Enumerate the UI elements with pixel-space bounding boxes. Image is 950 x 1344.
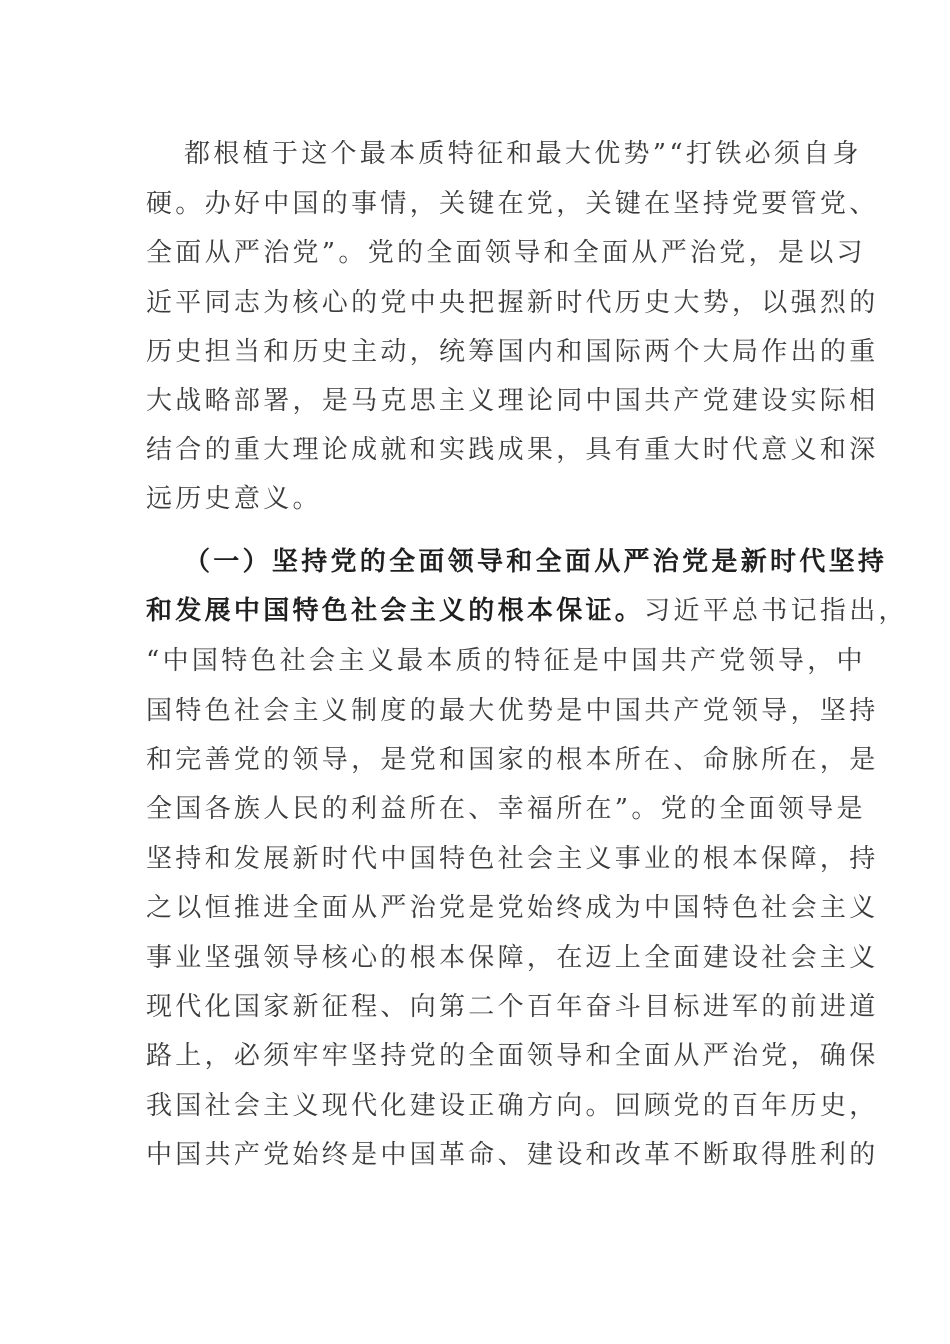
paragraph-2-line-9: 事业坚强领导核心的根本保障，在迈上全面建设社会主义 xyxy=(146,943,879,973)
paragraph-2-line-3: “中国特色社会主义最本质的特征是中国共产党领导，中 xyxy=(146,646,866,676)
section-heading-line-1: （一）坚持党的全面领导和全面从严治党是新时代坚持 xyxy=(184,547,888,577)
section-heading-line-2: 和发展中国特色社会主义的根本保证。 xyxy=(146,596,645,626)
paragraph-2-line-4: 国特色社会主义制度的最大优势是中国共产党领导，坚持 xyxy=(146,696,879,726)
paragraph-1-line-1: 都根植于这个最本质特征和最大优势”“打铁必须自身 xyxy=(184,139,862,169)
paragraph-2-line-8: 之以恒推进全面从严治党是党始终成为中国特色社会主义 xyxy=(146,893,879,923)
paragraph-2-line-6: 全国各族人民的利益所在、幸福所在”。党的全面领导是 xyxy=(146,794,866,824)
paragraph-2-line-12: 我国社会主义现代化建设正确方向。回顾党的百年历史， xyxy=(146,1091,879,1121)
paragraph-2-line-2 xyxy=(146,586,908,636)
paragraph-2-line-11: 路上，必须牢牢坚持党的全面领导和全面从严治党，确保 xyxy=(146,1041,879,1071)
paragraph-1-line-2: 硬。办好中国的事情，关键在党，关键在坚持党要管党、 xyxy=(146,189,879,219)
paragraph-1-line-6: 大战略部署，是马克思主义理论同中国共产党建设实际相 xyxy=(146,386,879,416)
paragraph-1-line-8: 远历史意义。 xyxy=(146,484,322,514)
paragraph-1-line-5: 历史担当和历史主动，统筹国内和国际两个大局作出的重 xyxy=(146,337,879,367)
paragraph-1-line-3: 全面从严治党”。党的全面领导和全面从严治党，是以习 xyxy=(146,238,866,268)
paragraph-2-line-13: 中国共产党始终是中国革命、建设和改革不断取得胜利的 xyxy=(146,1140,879,1170)
paragraph-1-line-4: 近平同志为核心的党中央把握新时代历史大势，以强烈的 xyxy=(146,288,879,318)
paragraph-1-line-7: 结合的重大理论成就和实践成果，具有重大时代意义和深 xyxy=(146,435,879,465)
paragraph-2-line-10: 现代化国家新征程、向第二个百年奋斗目标进军的前进道 xyxy=(146,992,879,1022)
paragraph-2-line-5: 和完善党的领导，是党和国家的根本所在、命脉所在，是 xyxy=(146,745,879,775)
paragraph-2-line-7: 坚持和发展新时代中国特色社会主义事业的根本保障，持 xyxy=(146,844,879,874)
paragraph-2-line-2-rest: 习近平总书记指出， xyxy=(644,596,908,626)
